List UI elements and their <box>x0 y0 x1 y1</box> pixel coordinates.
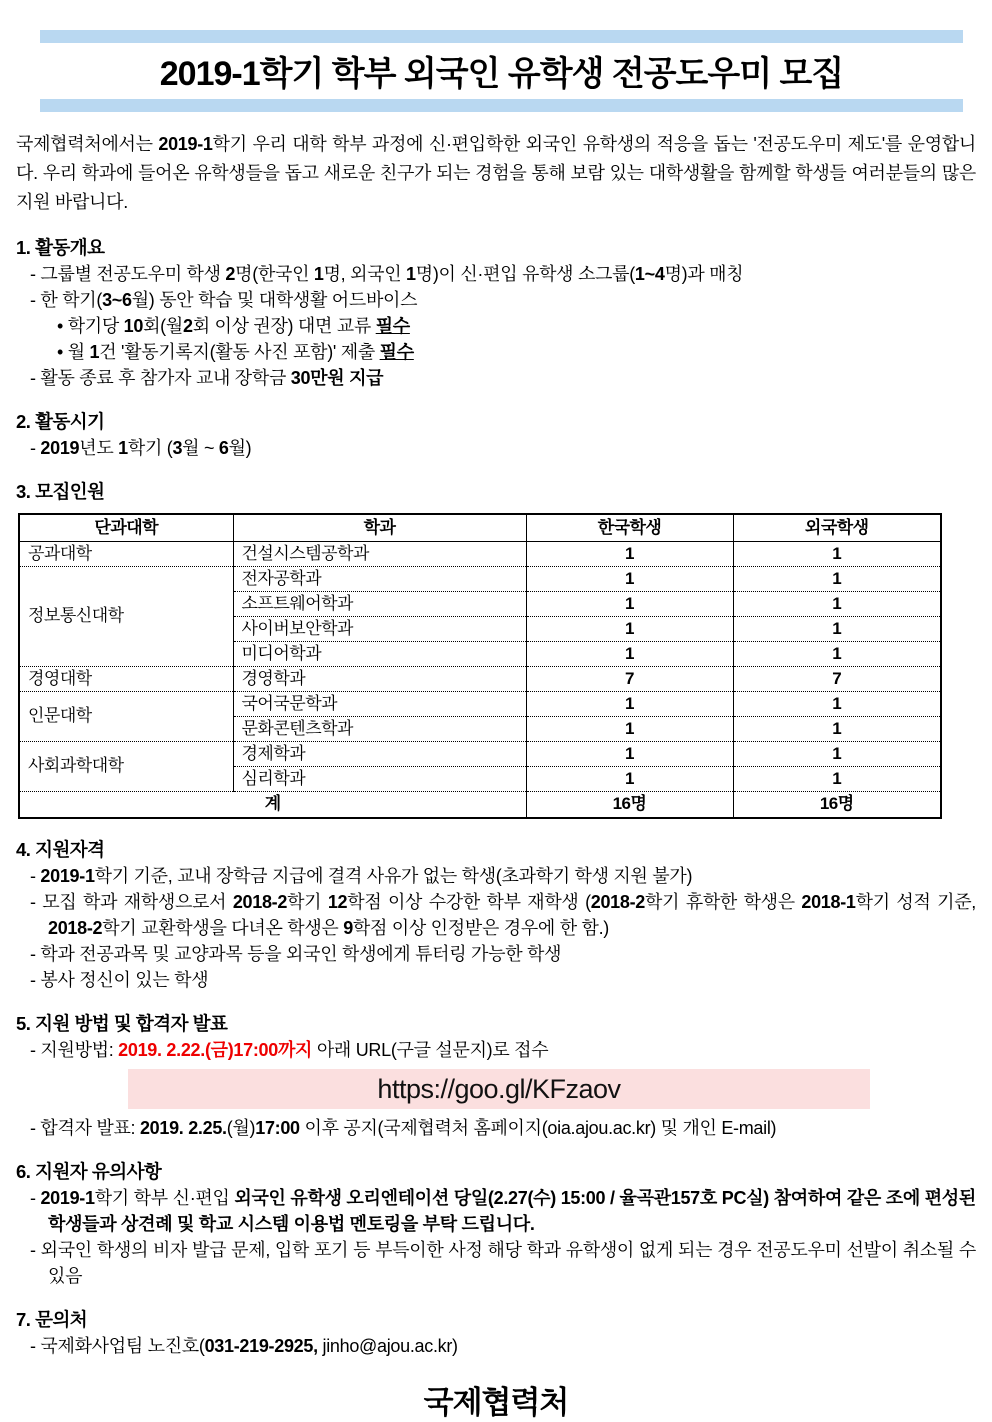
total-label-cell: 계 <box>19 791 526 818</box>
dash-bullet: - <box>30 866 41 886</box>
number-text: 10 <box>123 316 144 336</box>
korean-count-cell: 1 <box>526 541 733 566</box>
text-segment: 국제협력처에서는 2019-1학기 우리 대학 학부 과정에 신·편입학한 외국인 유학생의 적응을 돕는 '전공도우미 제도'를 운영합니다. 우리 학과에 들어온 유학생들을 돕고 새로운 친구가 되는 경험을 통해 보람 있는 대학생활을 함께할 학생들 여러분들의 많은 지원 바랍니다. <box>16 134 977 212</box>
korean-count-cell: 1 <box>526 641 733 666</box>
section-2 <box>16 409 976 461</box>
section-heading: 1. 활동개요 <box>16 237 105 258</box>
list-item <box>16 339 976 365</box>
text-segment: 30만원 지급 <box>290 368 384 388</box>
college-cell: 인문대학 <box>19 691 233 741</box>
section-6 <box>16 1159 976 1289</box>
table-row <box>19 541 941 566</box>
list-item <box>16 1237 976 1289</box>
list-item <box>16 941 976 967</box>
number-text: 6 <box>218 438 229 458</box>
list-item <box>16 889 976 941</box>
section-4 <box>16 837 976 993</box>
dash-bullet: - <box>30 1040 41 1060</box>
text-segment: 한 학기(3~6월) 동안 학습 및 대학생활 어드바이스 <box>40 290 418 310</box>
foreign-count-cell: 1 <box>733 716 941 741</box>
dept-cell: 소프트웨어학과 <box>233 591 526 616</box>
number-text: 2.25. <box>188 1118 227 1138</box>
number-text: 2019. <box>139 1118 184 1138</box>
column-header: 외국학생 <box>733 514 941 541</box>
dept-cell: 경영학과 <box>233 666 526 691</box>
title-bottom-stripe <box>40 99 963 112</box>
foreign-count-cell: 1 <box>733 691 941 716</box>
foreign-count-cell: 1 <box>733 591 941 616</box>
number-text: 9 <box>343 918 353 938</box>
number-text: 2 <box>225 264 236 284</box>
list-item <box>16 863 976 889</box>
number-text: 2 <box>182 316 193 336</box>
column-header: 단과대학 <box>19 514 233 541</box>
text-segment: 2019년도 1학기 (3월 ~ 6월) <box>40 438 252 458</box>
college-cell: 사회과학대학 <box>19 741 233 791</box>
college-cell: 공과대학 <box>19 541 233 566</box>
intro-paragraph <box>16 130 976 217</box>
number-text: 1 <box>89 342 100 362</box>
number-text: 17:00 <box>255 1118 300 1138</box>
number-text: 2018-2 <box>48 918 103 938</box>
list-item <box>16 1037 976 1063</box>
number-text: 1 <box>406 264 416 284</box>
dash-bullet: - <box>30 1188 41 1208</box>
text-segment: 그룹별 전공도우미 학생 2명(한국인 1명, 외국인 1명)이 신·편입 유학생 소그룹(1~4명)과 매칭 <box>40 264 744 284</box>
total-foreign-cell: 16명 <box>733 791 941 818</box>
text-segment: 모집 학과 재학생으로서 2018-2학기 12학점 이상 수강한 학부 재학생 (2018-2학기 휴학한 학생은 2018-1학기 성적 기준, 2018-2학기 교환학생을 다녀온 학생은 9학점 이상 인정받은 경우에 한 함.) <box>42 892 976 938</box>
korean-count-cell: 1 <box>526 566 733 591</box>
text-segment: 지원방법: <box>40 1040 119 1060</box>
table-row <box>19 566 941 591</box>
text-segment: 학과 전공과목 및 교양과목 등을 외국인 학생에게 튜터링 가능한 학생 <box>40 944 562 964</box>
text-segment: 외국인 유학생 오리엔테이션 당일(2.27(수) 15:00 / 율곡관157호 PC실) 참여하여 같은 조에 편성된 학생들과 상견례 및 학교 시스템 이용법 멘토링을 부탁 드립니다. <box>48 1188 976 1234</box>
dash-bullet: - <box>30 264 41 284</box>
dept-cell: 전자공학과 <box>233 566 526 591</box>
dept-cell: 건설시스템공학과 <box>233 541 526 566</box>
list-item <box>16 365 976 391</box>
text-segment: 월 1건 '활동기록지(활동 사진 포함)' 제출 <box>67 342 380 362</box>
number-text: 3~6 <box>102 290 132 310</box>
dash-bullet: - <box>30 892 43 912</box>
text-segment: 외국인 학생의 비자 발급 문제, 입학 포기 등 부득이한 사정 해당 학과 유학생이 없게 되는 경우 전공도우미 선발이 취소될 수 있음 <box>40 1240 976 1286</box>
table-header-row <box>19 514 941 541</box>
section-heading: 5. 지원 방법 및 합격자 발표 <box>16 1013 228 1034</box>
dept-cell: 경제학과 <box>233 741 526 766</box>
footer-org-name: 국제협력처 <box>423 1385 569 1420</box>
section-1 <box>16 235 976 391</box>
text-segment: 아래 URL(구글 설문지)로 접수 <box>312 1040 549 1060</box>
section-heading: 6. 지원자 유의사항 <box>16 1161 162 1182</box>
dot-bullet: • <box>57 316 68 336</box>
column-header: 학과 <box>233 514 526 541</box>
title-top-stripe <box>40 30 963 43</box>
foreign-count-cell: 7 <box>733 666 941 691</box>
section-heading: 3. 모집인원 <box>16 481 105 502</box>
text-segment: 국제화사업팀 노진호(031-219-2925, jinho@ajou.ac.kr) <box>40 1336 458 1356</box>
list-item <box>16 967 976 993</box>
number-text: 2018-2 <box>232 892 288 912</box>
korean-count-cell: 7 <box>526 666 733 691</box>
text-segment: 필수 <box>379 342 414 362</box>
section-heading: 7. 문의처 <box>16 1309 88 1330</box>
number-text: 1 <box>313 264 324 284</box>
section-5 <box>16 1011 976 1141</box>
text-segment: 2019-1학기 기준, 교내 장학금 지급에 결격 사유가 없는 학생(초과학기 학생 지원 불가) <box>40 866 693 886</box>
dash-bullet: - <box>30 1118 41 1138</box>
number-text: 2018-1 <box>801 892 856 912</box>
dash-bullet: - <box>30 970 41 990</box>
korean-count-cell: 1 <box>526 741 733 766</box>
text-segment: 봉사 정신이 있는 학생 <box>40 970 209 990</box>
dept-cell: 문화콘텐츠학과 <box>233 716 526 741</box>
text-segment: 활동 종료 후 참가자 교내 장학금 <box>40 368 291 388</box>
dash-bullet: - <box>30 1240 41 1260</box>
foreign-count-cell: 1 <box>733 766 941 791</box>
number-text: 031-219-2925, <box>204 1336 318 1356</box>
list-item <box>16 1185 976 1237</box>
foreign-count-cell: 1 <box>733 641 941 666</box>
korean-count-cell: 1 <box>526 591 733 616</box>
section-heading: 2. 활동시기 <box>16 411 105 432</box>
dept-cell: 국어국문학과 <box>233 691 526 716</box>
section-3 <box>16 479 976 819</box>
number-text: 1~4 <box>634 264 665 284</box>
college-cell: 정보통신대학 <box>19 566 233 666</box>
number-text: 1 <box>118 438 128 458</box>
column-header: 한국학생 <box>526 514 733 541</box>
number-text: 2019 <box>40 438 80 458</box>
foreign-count-cell: 1 <box>733 616 941 641</box>
title-banner <box>40 30 963 112</box>
text-segment: 합격자 발표: 2019. 2.25.(월)17:00 이후 공지(국제협력처 홈페이지(oia.ajou.ac.kr) 및 개인 E-mail) <box>40 1118 777 1138</box>
college-cell: 경영대학 <box>19 666 233 691</box>
list-item <box>16 313 976 339</box>
dept-cell: 미디어학과 <box>233 641 526 666</box>
text-segment: 학기당 10회(월2회 이상 권장) 대면 교류 <box>67 316 376 336</box>
dept-cell: 사이버보안학과 <box>233 616 526 641</box>
list-item <box>16 435 976 461</box>
list-item <box>16 287 976 313</box>
table-row <box>19 691 941 716</box>
korean-count-cell: 1 <box>526 716 733 741</box>
list-item <box>16 1115 976 1141</box>
list-item <box>16 1333 976 1359</box>
table-row <box>19 741 941 766</box>
dash-bullet: - <box>30 944 41 964</box>
korean-count-cell: 1 <box>526 616 733 641</box>
dash-bullet: - <box>30 290 41 310</box>
korean-count-cell: 1 <box>526 766 733 791</box>
dot-bullet: • <box>57 342 68 362</box>
dash-bullet: - <box>30 368 41 388</box>
dash-bullet: - <box>30 438 41 458</box>
recruit-table <box>18 513 942 819</box>
page-title: 2019-1학기 학부 외국인 유학생 전공도우미 모집 <box>159 55 844 93</box>
table-row <box>19 666 941 691</box>
list-item <box>16 261 976 287</box>
foreign-count-cell: 1 <box>733 566 941 591</box>
application-url-box: https://goo.gl/KFzaov <box>128 1069 870 1109</box>
text-segment: 2019-1학기 학부 신·편입 <box>40 1188 235 1208</box>
number-text: 3 <box>172 438 183 458</box>
foreign-count-cell: 1 <box>733 741 941 766</box>
korean-count-cell: 1 <box>526 691 733 716</box>
number-text: 12 <box>327 892 348 912</box>
text-segment: 필수 <box>375 316 410 336</box>
number-text: 2019-1 <box>40 1188 95 1208</box>
text-segment: 2019. 2.22.(금)17:00까지 <box>118 1040 313 1060</box>
dash-bullet: - <box>30 1336 41 1356</box>
number-text: 2019-1 <box>40 866 95 886</box>
total-korean-cell: 16명 <box>526 791 733 818</box>
dept-cell: 심리학과 <box>233 766 526 791</box>
number-text: 2018-2 <box>590 892 646 912</box>
section-heading: 4. 지원자격 <box>16 839 105 860</box>
foreign-count-cell: 1 <box>733 541 941 566</box>
table-total-row <box>19 791 941 818</box>
number-text: 2019-1 <box>158 134 213 154</box>
sections-container <box>16 235 976 1359</box>
section-7 <box>16 1307 976 1359</box>
